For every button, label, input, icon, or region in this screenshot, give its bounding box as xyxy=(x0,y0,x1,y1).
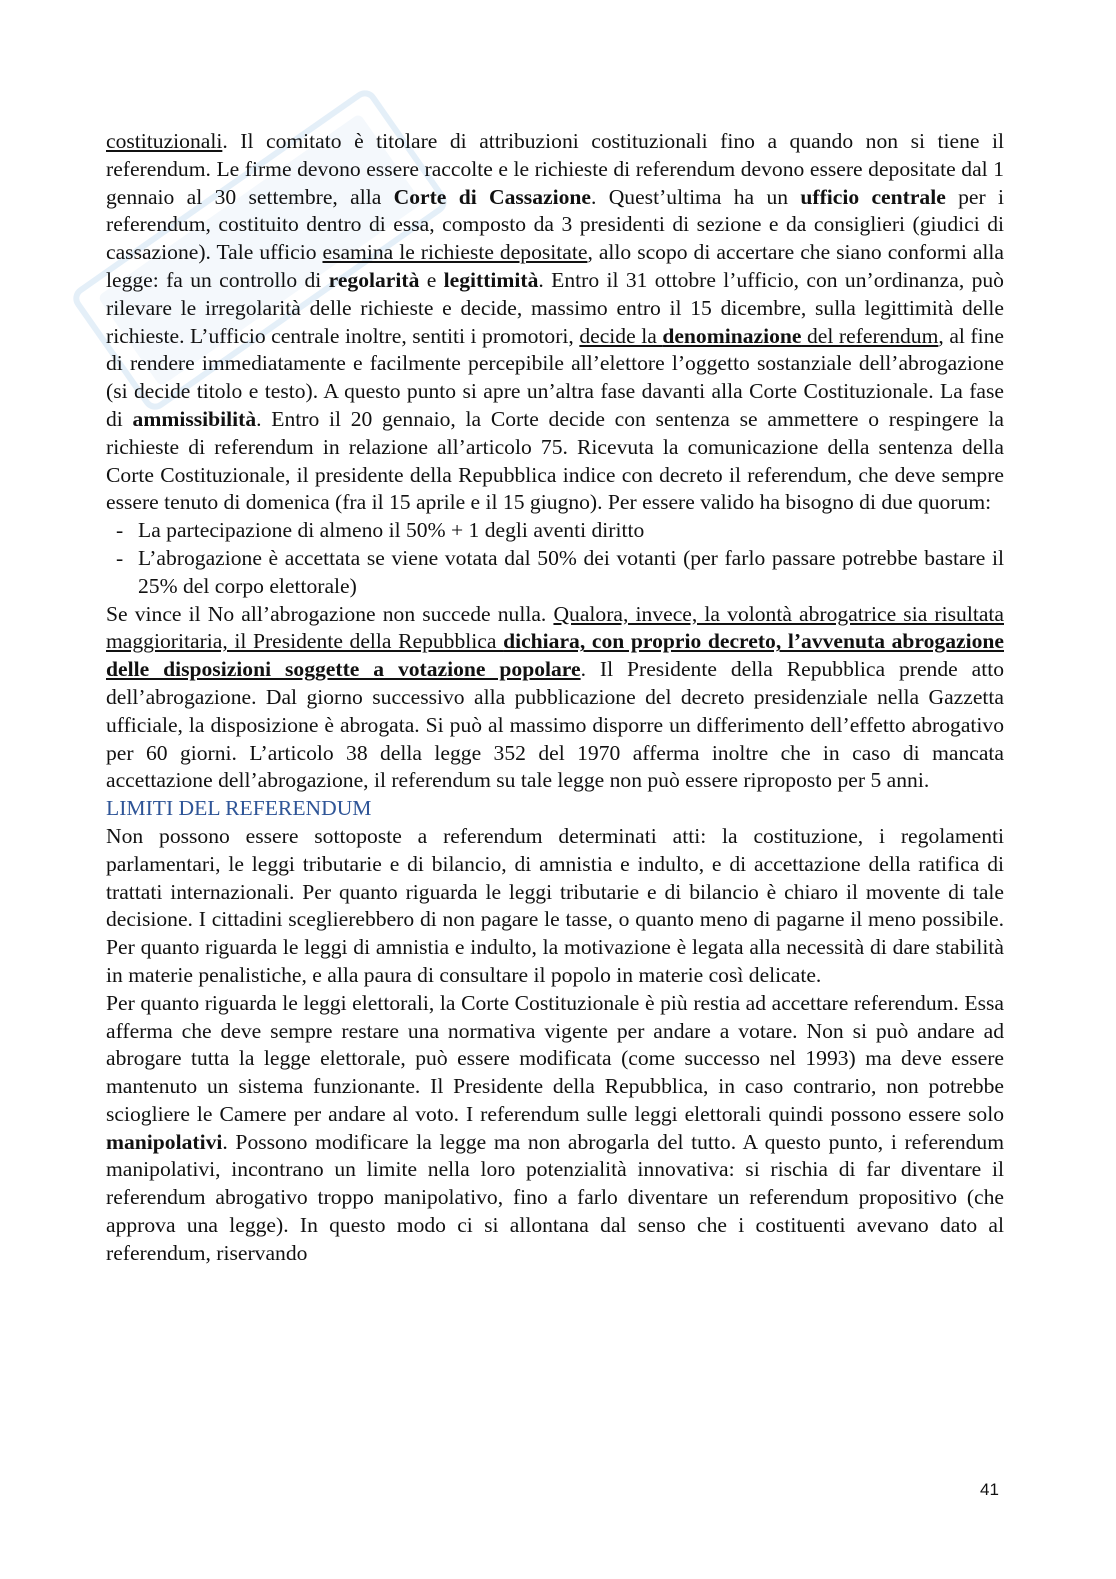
bold-text: legittimità xyxy=(443,267,539,292)
text-run: . Entro il 20 gennaio, la Corte decide con sentenza se ammettere o respingere la richieste di referendum in relazione all’articolo 75. Ricevuta la comunicazione della sentenza della Corte Costituzionale, il presidente della Repubblica indice con decreto il referendum, che deve sempre essere tenuto di domenica (fra il 15 aprile e il 15 giugno). Per essere valido ha bisogno di due quorum: xyxy=(106,406,1004,515)
text-run: . Il Presidente della Repubblica prende atto dell’abrogazione. Dal giorno successivo alla pubblicazione del decreto presidenziale nella Gazzetta ufficiale, la disposizione è abrogata. Si può al massimo disporre un differimento dell’effetto abrogativo per 60 giorni. L’articolo 38 della legge 352 del 1970 afferma inoltre che in caso di mancata accettazione dell’abrogazione, il referendum su tale legge non può essere riproposto per 5 anni. xyxy=(106,657,1004,793)
text-run: , allo scopo di accertare che siano conformi alla legge: fa un controllo di xyxy=(106,240,1004,292)
text-run: . Quest’ultima ha un xyxy=(590,184,801,209)
text-run: , al fine di rendere immediatamente e facilmente percepibile all’elettore l’oggetto sostanziale dell’abrogazione (si decide titolo e testo). A questo punto si apre un’altra fase davanti alla Corte Costituzionale. La fase di xyxy=(106,323,1004,431)
paragraph-outcome xyxy=(106,601,1004,796)
text-run: . Entro il 31 ottobre l’ufficio, con un’ordinanza, può rilevare le irregolarità delle richieste e decide, massimo entro il 15 dicembre, sulla legittimità delle richieste. L’ufficio centrale inoltre, sentiti i promotori, xyxy=(106,267,1004,348)
text-run: per i referendum, costituito dentro di essa, composto da 3 presidenti di sezione e da consiglieri (giudici di cassazione). Tale ufficio xyxy=(106,184,1004,265)
text-run: e xyxy=(419,267,444,292)
quorum-list xyxy=(106,517,1004,600)
text-run: . Il comitato è titolare di attribuzioni costituzionali fino a quando non si tiene il referendum. Le firme devono essere raccolte e le richieste di referendum devono essere depositate dal 1 gennaio al 30 settembre, alla xyxy=(106,129,1004,209)
text-run: Per quanto riguarda le leggi elettorali, la Corte Costituzionale è più restia ad accettare referendum. Essa afferma che deve sempre restare una normativa vigente per andare a votare. Non si può andare ad abrogare tutta la legge elettorale, può essere modificata (come successo nel 1993) ma deve essere mantenuto un sistema funzionante. Il Presidente della Repubblica, in caso contrario, non potrebbe sciogliere le Camere per andare al voto. I referendum sulle leggi elettorali quindi possono essere solo xyxy=(106,990,1004,1126)
underlined-phrase xyxy=(579,324,938,348)
underlined-text: costituzionali xyxy=(106,129,223,153)
section-heading: LIMITI DEL REFERENDUM xyxy=(106,796,372,821)
text-run: decide la xyxy=(579,323,663,348)
bold-text: dichiara, con proprio decreto, l’avvenuta abrogazione delle disposizioni soggette a votazione popolare xyxy=(106,629,1004,682)
paragraph-procedure xyxy=(106,128,1004,517)
bold-text: ufficio centrale xyxy=(800,184,946,209)
list-item-text: L’abrogazione è accettata se viene votata dal 50% dei votanti (per farlo passare potrebbe bastare il 25% del corpo elettorale) xyxy=(138,545,1004,598)
list-item xyxy=(106,545,1004,601)
bold-text: denominazione xyxy=(662,323,802,348)
dash-bullet: - xyxy=(116,545,124,570)
document-page xyxy=(106,128,1004,1268)
text-run: del referendum xyxy=(801,323,939,348)
list-item xyxy=(106,517,1004,545)
bold-text: ammissibilità xyxy=(132,406,257,431)
text-run: Se vince il No all’abrogazione non succede nulla. xyxy=(106,601,554,626)
bold-text: regolarità xyxy=(328,267,420,292)
bold-text: Corte di Cassazione xyxy=(393,184,591,209)
bold-text: manipolativi xyxy=(106,1129,223,1154)
paragraph-electoral-laws xyxy=(106,990,1004,1268)
list-item-text: La partecipazione di almeno il 50% + 1 degli aventi diritto xyxy=(138,518,645,543)
paragraph-limits: Non possono essere sottoposte a referendum determinati atti: la costituzione, i regolamenti parlamentari, le leggi tributarie e di bilancio, di amnistia e indulto, e di accettazione della ratifica di trattati internazionali. Per quanto riguarda le leggi tributarie e di bilancio è chiaro il movente di tale decisione. I cittadini sceglierebbero di non pagare le tasse, o quanto meno di pagarne il meno possibile. Per quanto riguarda le leggi di amnistia e indulto, la motivazione è legata alla necessità di dare stabilità in materie penalistiche, e alla paura di consultare il popolo in materie così delicate. xyxy=(106,823,1004,987)
text-run: . Possono modificare la legge ma non abrogarla del tutto. A questo punto, i referendum manipolativi, incontrano un limite nella loro potenzialità innovativa: si rischia di far diventare il referendum abrogativo troppo manipolativo, fino a farlo diventare un referendum propositivo (che approva una legge). In questo modo ci si allontana dal senso che i costituenti avevano dato al referendum, riservando xyxy=(106,1129,1004,1265)
dash-bullet: - xyxy=(116,518,124,543)
underlined-text: esamina le richieste depositate xyxy=(322,240,588,265)
page-number: 41 xyxy=(980,1480,999,1499)
text-run: Qualora, invece, la volontà abrogatrice sia risultata maggioritaria, il Presidente della Repubblica xyxy=(106,601,1004,654)
